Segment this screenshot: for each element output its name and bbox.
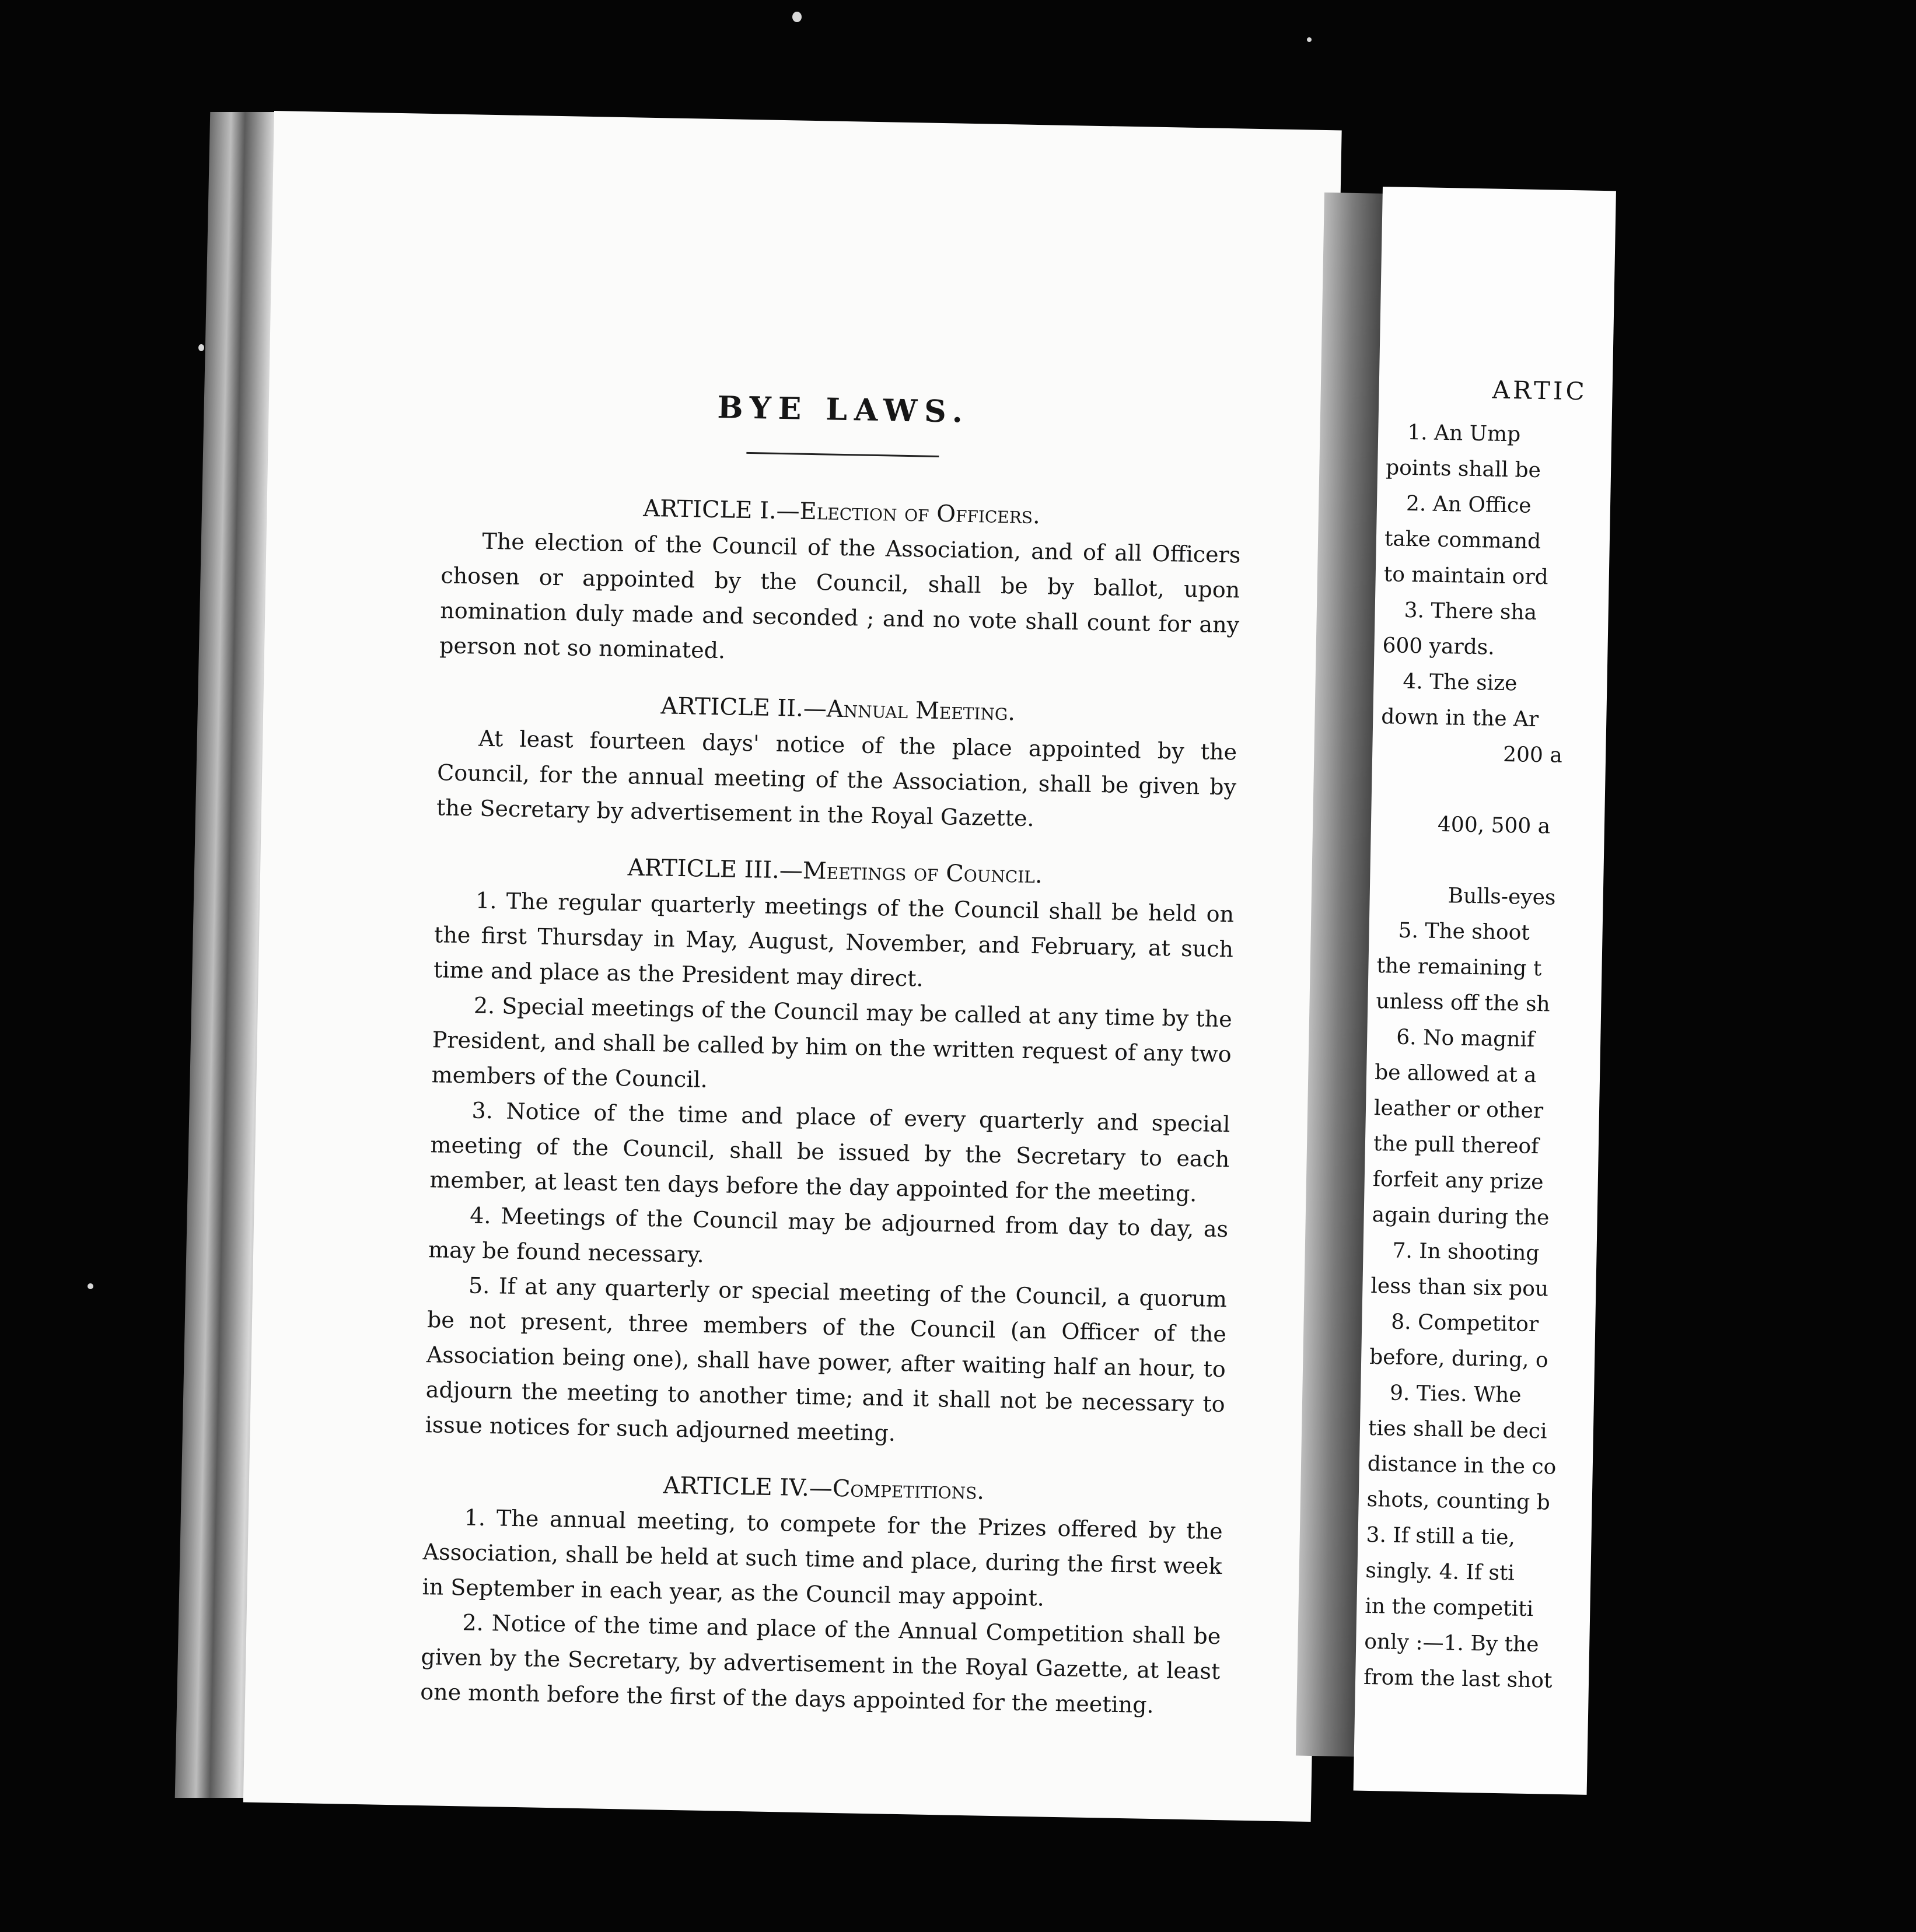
right-line: from the last shot: [1363, 1665, 1553, 1693]
right-line: ties shall be deci: [1368, 1416, 1547, 1444]
page-title: BYE LAWS.: [717, 390, 970, 430]
right-line: down in the Ar: [1380, 705, 1539, 732]
right-line: the remaining t: [1376, 954, 1542, 981]
article-paragraph: 5. If at any quarterly or special meeting of the Council, a quorum be not present, three members of the Council (an Officer of the Association being one), shall have power, after waiting half an hour, to adjourn the meeting to another time; and it shall not be necessary to issue notices for such adjourned meeting.: [425, 1272, 1228, 1446]
article-paragraph: 2. Notice of the time and place of the Annual Competition shall be given by the Secretary, by advertisement in the Royal Gazette, at least one month before the first of the days appointed for the meeting.: [419, 1609, 1221, 1718]
right-line: take command: [1384, 527, 1541, 554]
article-paragraph: At least fourteen days' notice of the place appointed by the Council, for the annual meeting of the Association, shall be given by the Secretary by advertisement in the Royal Gazette.: [436, 725, 1237, 832]
article-paragraph: The election of the Council of the Association, and of all Officers chosen or appointed by the Council, shall be by ballot, upon nomination duly made and seconded ; and no vote shall count for any person not so nominated.: [439, 528, 1241, 664]
right-line: points shall be: [1385, 456, 1541, 483]
scan-speck: [88, 1283, 93, 1289]
right-line: 7. In shooting: [1392, 1238, 1540, 1266]
right-line: 5. The shoot: [1398, 918, 1530, 945]
right-line: only :—1. By the: [1363, 1629, 1539, 1657]
right-line: 6. No magnif: [1396, 1025, 1535, 1052]
article-number: ARTICLE II.: [660, 692, 804, 722]
scan-speck: [1307, 37, 1312, 42]
right-page-text: [1363, 362, 1913, 1704]
scan-speck: [792, 12, 802, 22]
article-number: ARTICLE III.: [627, 854, 780, 884]
article-paragraph: 3. Notice of the time and place of every quarterly and special meeting of the Council, shall be issued by the Secretary to each member, at least ten days before the day appointed for the meeting.: [429, 1097, 1230, 1207]
right-line: 9. Ties. Whe: [1389, 1381, 1522, 1408]
right-line: before, during, o: [1369, 1345, 1549, 1373]
article-number: ARTICLE I.: [642, 495, 777, 524]
article-paragraph: 1. The regular quarterly meetings of the Council shall be held on the first Thursday in May, August, November, and February, at such time and place as the President may direct.: [433, 887, 1235, 992]
right-page-heading: ARTIC: [1492, 375, 1588, 406]
right-page: [1354, 187, 1616, 1795]
left-page: [243, 111, 1342, 1822]
article-number: ARTICLE IV.: [663, 1472, 810, 1502]
right-line: shots, counting b: [1366, 1487, 1551, 1515]
right-line: singly. 4. If sti: [1365, 1558, 1515, 1586]
right-line: 3. There sha: [1404, 598, 1537, 625]
article-title: —Annual Meeting.: [803, 695, 1016, 726]
right-line: less than six pou: [1370, 1273, 1549, 1301]
right-line: 600 yards.: [1382, 634, 1495, 660]
article-title: —Competitions.: [809, 1475, 985, 1505]
article-title: —Meetings of Council.: [779, 857, 1043, 889]
right-line: 4. The size: [1403, 669, 1518, 696]
right-line: 1. An Ump: [1407, 420, 1521, 447]
right-line: leather or other: [1373, 1096, 1544, 1124]
article-2: [436, 684, 1238, 839]
right-line: distance in the co: [1367, 1451, 1557, 1479]
right-line: 200 a: [1502, 742, 1563, 768]
right-line: the pull thereof: [1373, 1131, 1539, 1159]
right-line: in the competiti: [1365, 1594, 1534, 1622]
article-paragraph: 1. The annual meeting, to compete for the Prizes offered by the Association, shall be held at such time and place, during the first week in September in each year, as the Council may appoint.: [422, 1504, 1223, 1611]
right-line: 3. If still a tie,: [1366, 1522, 1516, 1550]
title-rule: [746, 452, 939, 457]
right-line: 8. Competitor: [1390, 1310, 1539, 1337]
article-title: —Election of Officers.: [776, 497, 1041, 530]
article-paragraph: 4. Meetings of the Council may be adjourned from day to day, as may be found necessary.: [428, 1202, 1229, 1268]
article-1: [439, 487, 1242, 677]
right-line: to maintain ord: [1383, 562, 1549, 590]
article-4: [420, 1463, 1224, 1724]
right-line: again during the: [1372, 1202, 1550, 1230]
article-3: [425, 846, 1235, 1457]
right-line: unless off the sh: [1376, 989, 1551, 1017]
scan-speck: [198, 344, 204, 351]
article-paragraph: 2. Special meetings of the Council may be called at any time by the President, and shall be called by him on the written request of any two members of the Council.: [431, 992, 1233, 1093]
right-line: be allowed at a: [1374, 1060, 1537, 1088]
left-page-text: [419, 382, 1243, 1745]
right-line: 2. An Office: [1405, 491, 1532, 518]
right-line: 400, 500 a: [1437, 812, 1551, 839]
right-line: Bulls-eyes: [1448, 884, 1556, 910]
right-line: forfeit any prize: [1372, 1167, 1544, 1195]
